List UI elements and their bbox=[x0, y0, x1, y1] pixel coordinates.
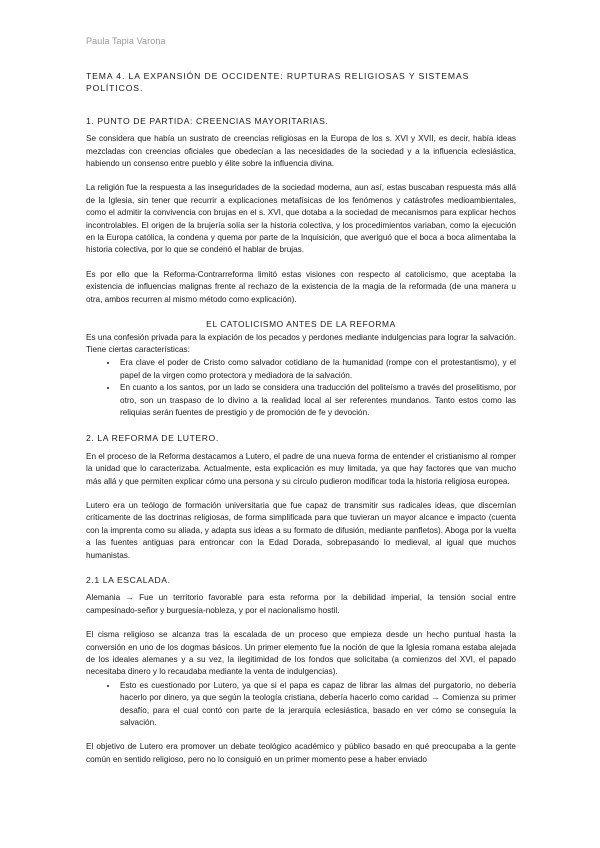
section-1-heading: 1. PUNTO DE PARTIDA: CREENCIAS MAYORITARIAS. bbox=[86, 115, 329, 126]
author-header: Paula Tapia Varona bbox=[86, 36, 166, 46]
catolicismo-intro: Es una confesión privada para la expiación de los pecados y perdones mediante indulgencias para lograr la salvación. Tiene ciertas características: bbox=[86, 332, 516, 354]
section-1-paragraph-2: La religión fue la respuesta a las inseguridades de la sociedad moderna, aun así, estas buscaban respuesta más allá de la Iglesia, sin tener que recurrir a explicaciones metafísicas de los fenómenos y catástrofes medioambientales, como el admitir la convivencia con brujas en el s. XVI, que dotaba a la sociedad de mecanismos para explicar hechos incontrolables. El origen de la brujería solía ser la historia colectiva, y los procedimientos variaban, como la ejecución en la Europa católica, la condena y quema por parte de la Inquisición, que averiguó que el boca a boca alimentaba la historia colectiva, por lo que se condenó el hablar de brujas. bbox=[86, 183, 516, 255]
section-2-heading: 2. LA REFORMA DE LUTERO. bbox=[86, 433, 219, 444]
section-1-paragraph-3: Es por ello que la Reforma-Contrarreforma limitó estas visiones con respecto al catolicismo, que aceptaba la existencia de influencias malignas frente al rechazo de la existencia de la magia de la reformada (de una manera u otra, ambos recurren al mismo método como explicación). bbox=[86, 269, 516, 304]
catolicismo-heading: EL CATOLICISMO ANTES DE LA REFORMA bbox=[206, 319, 396, 330]
document-body bbox=[86, 70, 516, 778]
section-1-paragraph-1: Se considera que había un sustrato de creencias religiosas en la Europa de los s. XVI y XVII, es decir, había ideas mezcladas con creencias oficiales que obedecían a las necesidades de la sociedad y a la influencia eclesiástica, habiendo un consenso entre pueblo y élite sobre la influencia divina. bbox=[86, 134, 516, 169]
list-item: • Esto es cuestionado por Lutero, ya que si el papa es capaz de librar las almas del purgatorio, no debería hacerlo por dinero, ya que según la teología cristiana, debería hacerlo como caridad → Comienza su primer desafío, para el cual contó con parte de la jerarquía eclesiástica, basado en ver cómo se conseguía la salvación. bbox=[118, 680, 516, 730]
escalada-bullet-list bbox=[86, 680, 516, 730]
section-2-paragraph-2: Lutero era un teólogo de formación universitaria que fue capaz de transmitir sus radicales ideas, que discernían críticamente de las doctrinas religiosas, de forma simplificada para que tuvieran un mayor alcance e impacto (cuenta con la imprenta como su aliada, y adapta sus ideas a su formato de difusión, mediante panfletos). Aboga por la vuelta a las fuentes antiguas para entroncar con la Edad Dorada, sobrepasando lo medieval, al igual que muchos humanistas. bbox=[86, 500, 516, 560]
section-2-paragraph-1: En el proceso de la Reforma destacamos a Lutero, el padre de una nueva forma de entender el cristianismo al romper la unidad que lo caracterizaba. Actualmente, esta explicación es muy limitada, ya que hay factores que van mucho más allá y que permiten explicar cómo una persona y su círculo pudieron modificar toda la historia religiosa europea. bbox=[86, 451, 516, 486]
section-2-1-paragraph-1: Alemania → Fue un territorio favorable para esta reforma por la debilidad imperial, la tensión social entre campesinado-señor y burguesía-nobleza, y por el nacionalismo hostil. bbox=[86, 593, 516, 615]
section-2-1-paragraph-2: El cisma religioso se alcanza tras la escalada de un proceso que empieza desde un hecho puntual hasta la conversión en uno de los dogmas básicos. Un primer elemento fue la noción de que la Iglesia romana estaba alejada de los ideales alemanes y a su vez, la ilegitimidad de los fondos que solicitaba (a comienzos del XVI, el papado necesitaba dinero y lo recaudaba mediante la venta de indulgencias). bbox=[86, 630, 516, 677]
list-item: • Era clave el poder de Cristo como salvador cotidiano de la humanidad (rompe con el protestantismo), y el papel de la virgen como protectora y mediadora de la salvación. bbox=[118, 357, 516, 382]
catolicismo-bullet-list bbox=[86, 357, 516, 419]
section-2-1-paragraph-3: El objetivo de Lutero era promover un debate teológico académico y público basado en qué preocupaba a la gente común en sentido religioso, pero no lo consiguió en un primer momento pese a haber enviado bbox=[86, 742, 516, 764]
list-item: • En cuanto a los santos, por un lado se considera una traducción del politeísmo a través del proselitismo, por otro, son un traspaso de lo divino a la realidad local al ser referentes mundanos. Tanto estos como las reliquias serán fuentes de prestigio y de promoción de fe y devoción. bbox=[118, 382, 516, 419]
document-title: TEMA 4. LA EXPANSIÓN DE OCCIDENTE: RUPTURAS RELIGIOSAS Y SISTEMAS POLÍTICOS. bbox=[86, 71, 470, 94]
section-2-1-heading: 2.1 LA ESCALADA. bbox=[86, 575, 171, 585]
